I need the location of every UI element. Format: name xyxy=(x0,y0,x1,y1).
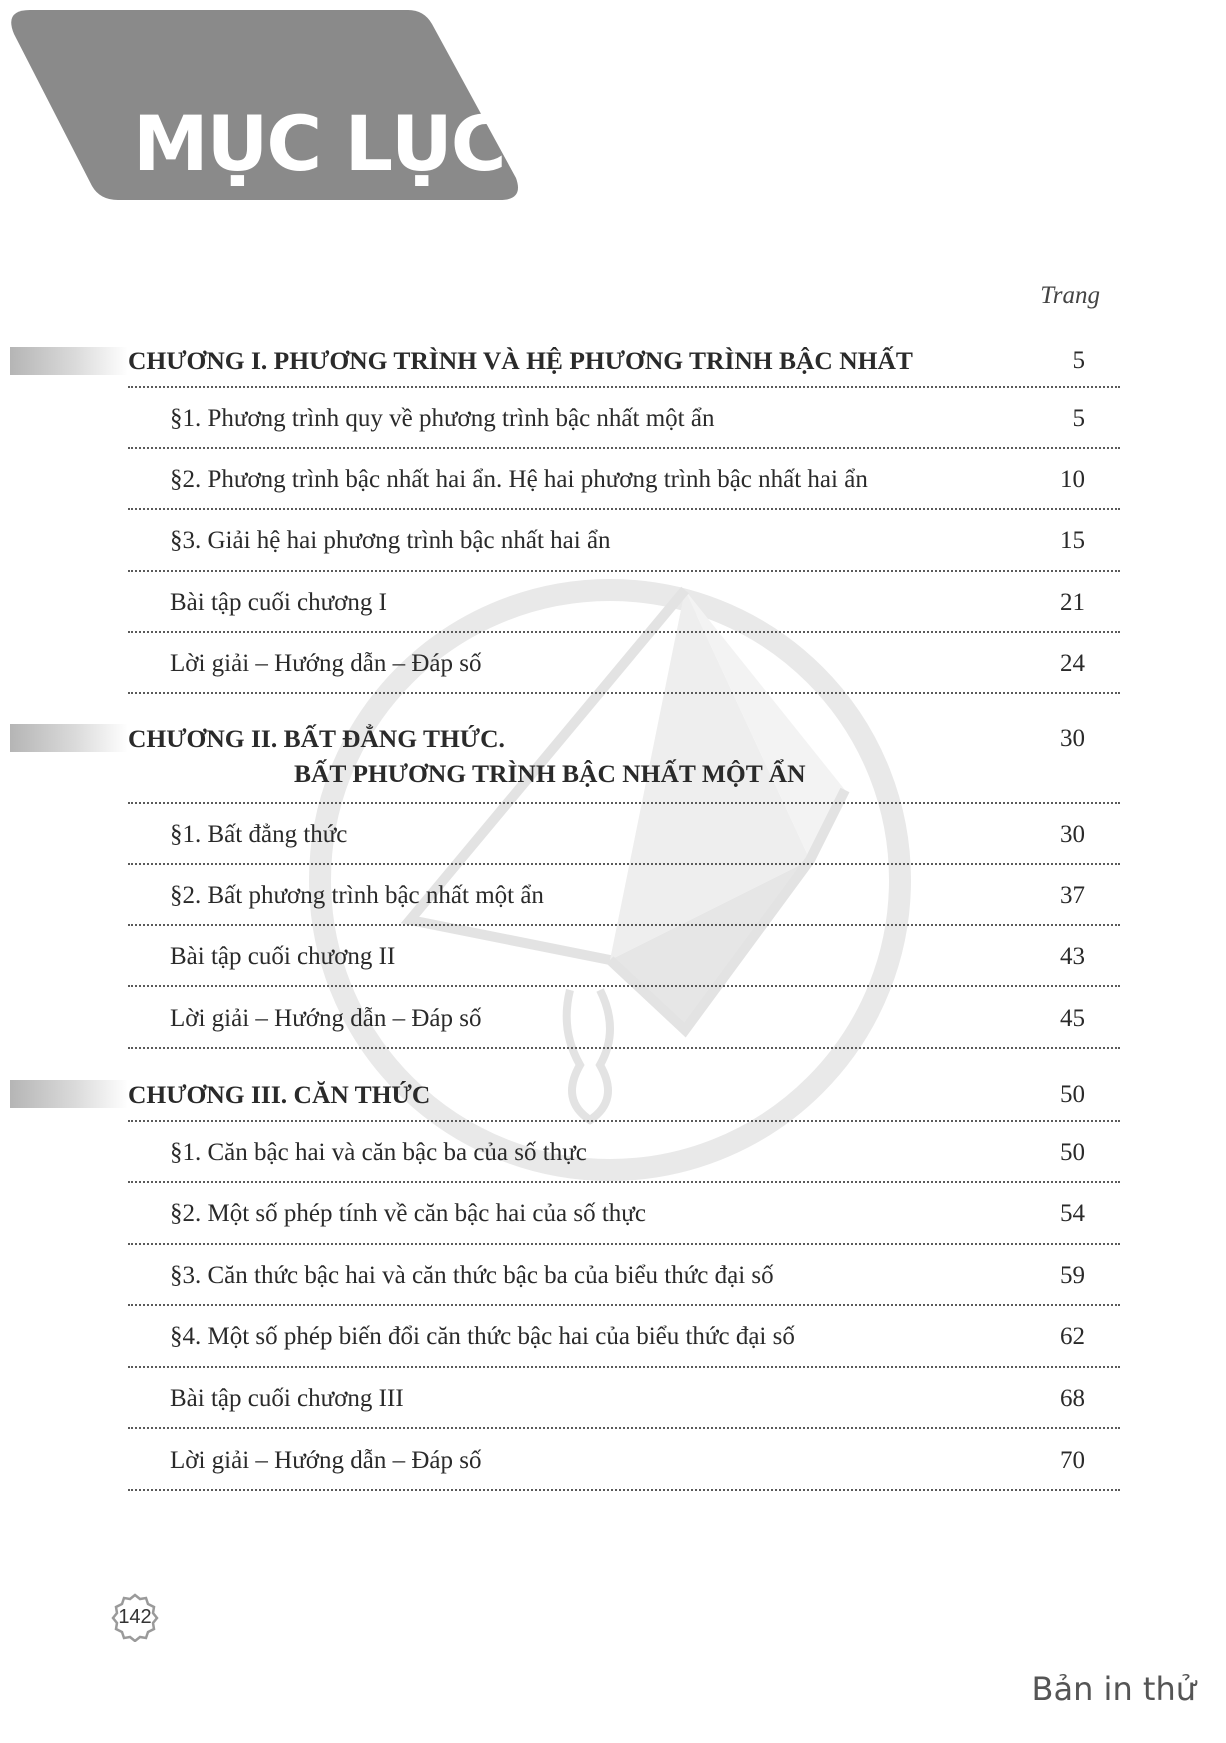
page-title: MỤC LỤC xyxy=(133,99,505,188)
dotted-divider xyxy=(128,924,1120,926)
toc-entry-page: 43 xyxy=(1060,943,1085,970)
dotted-divider xyxy=(128,863,1120,865)
toc-entry-title: §2. Một số phép tính về căn bậc hai của số thực xyxy=(170,1200,646,1227)
dotted-divider xyxy=(128,1366,1120,1368)
toc-entry-title: §2. Bất phương trình bậc nhất một ẩn xyxy=(170,882,544,909)
toc-entry-page: 10 xyxy=(1060,466,1085,493)
toc-entry-page: 50 xyxy=(1060,1081,1085,1108)
toc-entry-title: Lời giải – Hướng dẫn – Đáp số xyxy=(170,1005,482,1032)
dotted-divider xyxy=(128,1427,1120,1429)
print-proof-mark: Bản in thử xyxy=(1031,1670,1196,1708)
toc-entry-page: 24 xyxy=(1060,650,1085,677)
toc-entry-title: CHƯƠNG II. BẤT ĐẲNG THỨC. xyxy=(128,724,505,753)
toc-entry-title: §3. Căn thức bậc hai và căn thức bậc ba của biểu thức đại số xyxy=(170,1262,774,1289)
toc-entry-title: §1. Phương trình quy về phương trình bậc nhất một ẩn xyxy=(170,405,715,432)
toc-entry-page: 54 xyxy=(1060,1200,1085,1227)
toc-entry-page: 30 xyxy=(1060,725,1085,752)
dotted-divider xyxy=(128,1243,1120,1245)
dotted-divider xyxy=(128,802,1120,804)
toc-entry-page: 5 xyxy=(1072,405,1085,432)
toc-entry-title: §1. Căn bậc hai và căn bậc ba của số thực xyxy=(170,1139,587,1166)
toc-entry-title: §3. Giải hệ hai phương trình bậc nhất hai ẩn xyxy=(170,527,611,554)
toc-entry-title: Bài tập cuối chương II xyxy=(170,943,396,970)
toc-entry-page: 30 xyxy=(1060,821,1085,848)
toc-entry-subtitle: BẤT PHƯƠNG TRÌNH BẬC NHẤT MỘT ẨN xyxy=(294,759,806,788)
toc-entry-title: Lời giải – Hướng dẫn – Đáp số xyxy=(170,650,482,677)
dotted-divider xyxy=(128,447,1120,449)
toc-entry-title: Lời giải – Hướng dẫn – Đáp số xyxy=(170,1447,482,1474)
dotted-divider xyxy=(128,386,1120,388)
toc-entry-page: 15 xyxy=(1060,527,1085,554)
dotted-divider xyxy=(128,1489,1120,1491)
chapter-marker-bar xyxy=(10,1080,128,1108)
toc-entry-page: 37 xyxy=(1060,882,1085,909)
toc-entry-title: §2. Phương trình bậc nhất hai ẩn. Hệ hai phương trình bậc nhất hai ẩn xyxy=(170,466,868,493)
dotted-divider xyxy=(128,1047,1120,1049)
page-column-label: Trang xyxy=(1040,282,1100,309)
toc-entry-page: 5 xyxy=(1072,347,1085,374)
page-number: 142 xyxy=(118,1606,152,1628)
toc-entry-page: 62 xyxy=(1060,1323,1085,1350)
dotted-divider xyxy=(128,985,1120,987)
toc-entry-page: 50 xyxy=(1060,1139,1085,1166)
toc-entry-title: CHƯƠNG I. PHƯƠNG TRÌNH VÀ HỆ PHƯƠNG TRÌNH BẬC NHẤT xyxy=(128,346,913,375)
toc-entry-title: Bài tập cuối chương I xyxy=(170,589,387,616)
dotted-divider xyxy=(128,692,1120,694)
toc-entry-title: §4. Một số phép biến đổi căn thức bậc hai của biểu thức đại số xyxy=(170,1323,795,1350)
dotted-divider xyxy=(128,570,1120,572)
toc-entry-page: 45 xyxy=(1060,1005,1085,1032)
toc-entry-page: 59 xyxy=(1060,1262,1085,1289)
toc-entry-title: Bài tập cuối chương III xyxy=(170,1385,404,1412)
toc-entry-title: §1. Bất đẳng thức xyxy=(170,821,348,848)
chapter-marker-bar xyxy=(10,724,128,752)
toc-entry-page: 70 xyxy=(1060,1447,1085,1474)
toc-entry-title: CHƯƠNG III. CĂN THỨC xyxy=(128,1080,431,1109)
chapter-marker-bar xyxy=(10,347,128,375)
toc-entry-page: 68 xyxy=(1060,1385,1085,1412)
dotted-divider xyxy=(128,631,1120,633)
dotted-divider xyxy=(128,1181,1120,1183)
dotted-divider xyxy=(128,508,1120,510)
dotted-divider xyxy=(128,1304,1120,1306)
toc-entry-page: 21 xyxy=(1060,589,1085,616)
dotted-divider xyxy=(128,1120,1120,1122)
